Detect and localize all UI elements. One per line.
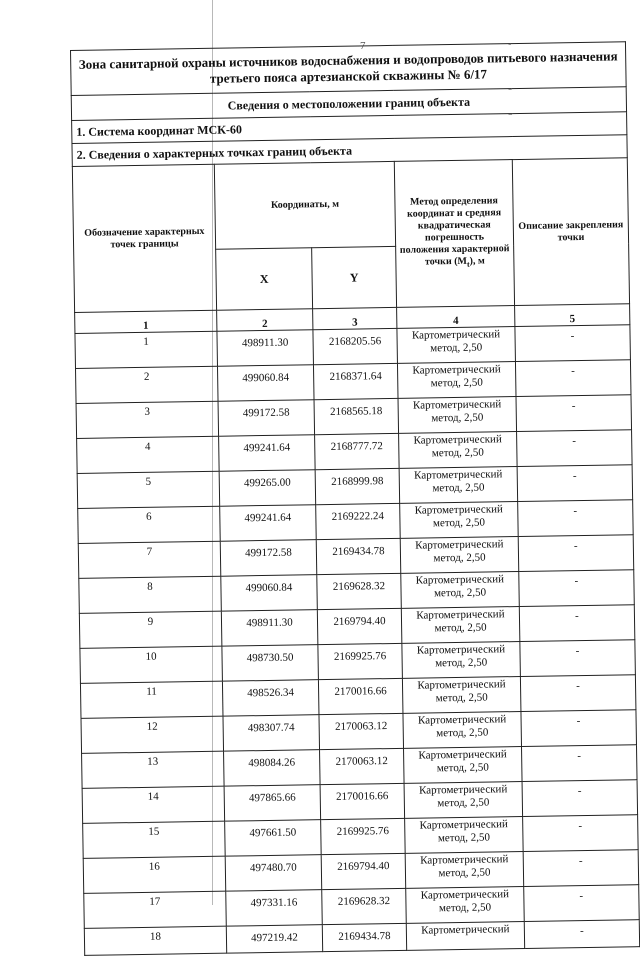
method-line: метод, 2,50 <box>431 411 484 425</box>
header-y: Y <box>312 246 397 308</box>
column-number: 1 <box>75 310 217 333</box>
table-body <box>75 325 640 956</box>
x-coordinate-cell: 497480.70 <box>225 855 322 892</box>
method-line: Картометрический <box>416 643 506 657</box>
method-line: метод, 2,50 <box>438 866 491 880</box>
description-cell: - <box>522 780 638 817</box>
x-coordinate-cell: 498730.50 <box>222 645 319 682</box>
method-line: метод, 2,50 <box>431 446 484 460</box>
y-coordinate-cell: 2170063.12 <box>319 713 404 749</box>
description-cell: - <box>524 920 639 949</box>
method-cell <box>403 711 522 748</box>
x-coordinate-cell: 499172.58 <box>220 540 317 577</box>
point-label-cell: 18 <box>84 926 226 955</box>
method-line: метод, 2,50 <box>430 341 483 355</box>
x-coordinate-cell: 498307.74 <box>223 715 320 752</box>
y-coordinate-cell: 2169434.78 <box>316 538 401 574</box>
coord-system-label: 1. Система координат МСК-60 <box>72 112 627 144</box>
method-line: метод, 2,50 <box>433 586 487 600</box>
x-coordinate-cell: 499060.84 <box>221 575 318 612</box>
description-cell: - <box>520 675 636 712</box>
point-label-cell: 5 <box>77 471 220 508</box>
method-cell <box>404 781 523 818</box>
boundary-points-table <box>70 41 640 956</box>
method-line: метод, 2,50 <box>437 831 491 845</box>
point-label-cell: 16 <box>83 856 226 893</box>
method-line: метод, 2,50 <box>436 726 489 740</box>
method-line: Картометрический <box>414 468 503 482</box>
y-coordinate-cell: 2169222.24 <box>316 503 401 539</box>
point-label-cell: 4 <box>77 436 220 473</box>
method-line: Картометрический <box>414 503 503 517</box>
method-line: Картометрический <box>415 538 504 552</box>
method-cell <box>401 607 520 644</box>
column-number: 5 <box>515 304 630 327</box>
method-line: Картометрический <box>416 608 505 622</box>
points-section-label: 2. Сведения о характерных точках границ объекта <box>72 135 627 167</box>
x-coordinate-cell: 497219.42 <box>226 925 322 954</box>
x-coordinate-cell: 497661.50 <box>225 820 322 857</box>
y-coordinate-cell: 2169794.40 <box>317 608 402 644</box>
method-line: Картометрический <box>420 853 509 867</box>
x-coordinate-cell: 498911.30 <box>221 610 318 647</box>
point-label-cell: 2 <box>76 366 219 403</box>
method-cell <box>402 677 521 714</box>
y-coordinate-cell: 2169925.76 <box>318 643 403 679</box>
method-line: Картометрический <box>418 748 507 762</box>
header-method: Метод определения координат и средняя квадратическая погрешность положения характерной точки $(M_t)$, м <box>394 160 514 308</box>
y-coordinate-cell: 2168777.72 <box>315 433 400 469</box>
description-cell: - <box>524 885 640 922</box>
method-line: Картометрический <box>411 328 501 342</box>
method-cell <box>397 327 516 364</box>
method-cell <box>399 467 518 504</box>
y-coordinate-cell: 2170016.66 <box>318 678 403 714</box>
method-line: метод, 2,50 <box>434 621 487 635</box>
description-cell: - <box>523 815 639 852</box>
y-coordinate-cell: 2170016.66 <box>320 783 405 819</box>
method-cell <box>404 746 523 783</box>
x-coordinate-cell: 498526.34 <box>222 680 319 717</box>
point-label-cell: 17 <box>84 891 227 928</box>
method-line: Картометрический <box>412 363 501 377</box>
x-coordinate-cell: 499241.64 <box>219 435 316 472</box>
document-title: Зона санитарной охраны источников водоснабжения и водопроводов питьевого назначения третьего пояса артезианской скважины № 6/17 <box>71 42 627 96</box>
header-description: Описание закрепления точки <box>512 158 629 306</box>
method-cell <box>399 432 518 469</box>
method-cell <box>405 851 524 888</box>
point-label-cell: 10 <box>80 646 223 683</box>
method-line: метод, 2,50 <box>433 551 486 565</box>
x-coordinate-cell: 497331.16 <box>226 890 323 927</box>
method-cell <box>402 642 521 679</box>
point-label-cell: 1 <box>75 331 218 368</box>
method-cell <box>400 537 519 574</box>
method-line: Картометрический <box>417 713 507 727</box>
y-coordinate-cell: 2168205.56 <box>313 328 398 364</box>
description-cell: - <box>518 535 634 572</box>
method-line: метод, 2,50 <box>432 481 485 495</box>
x-coordinate-cell: 498911.30 <box>217 330 314 367</box>
method-line: метод, 2,50 <box>435 691 488 705</box>
y-coordinate-cell: 2168371.64 <box>313 363 398 399</box>
method-line: метод, 2,50 <box>435 656 488 670</box>
method-cell <box>405 816 524 853</box>
point-label-cell: 11 <box>80 681 223 718</box>
y-coordinate-cell: 2169628.32 <box>322 888 407 924</box>
description-cell: - <box>521 710 637 747</box>
column-number: 2 <box>217 309 313 332</box>
description-cell: - <box>519 605 635 642</box>
method-cell <box>400 502 519 539</box>
y-coordinate-cell: 2168565.18 <box>314 398 399 434</box>
method-cell <box>401 572 520 609</box>
y-coordinate-cell: 2168999.98 <box>315 468 400 504</box>
method-line: Картометрический <box>413 433 502 447</box>
point-label-cell: 14 <box>82 786 225 823</box>
method-cell <box>397 362 516 399</box>
description-cell: - <box>517 430 633 467</box>
method-line: Картометрический <box>421 923 510 937</box>
point-label-cell: 6 <box>78 506 221 543</box>
x-coordinate-cell: 499265.00 <box>219 470 316 507</box>
point-label-cell: 3 <box>76 401 219 438</box>
point-label-cell: 13 <box>82 751 225 788</box>
method-line: Картометрический <box>419 818 508 832</box>
method-cell <box>398 397 517 434</box>
method-line: метод, 2,50 <box>436 761 489 775</box>
description-cell: - <box>519 570 635 607</box>
y-coordinate-cell: 2170063.12 <box>320 748 405 784</box>
method-line: метод, 2,50 <box>438 901 492 915</box>
point-label-cell: 9 <box>79 611 222 648</box>
point-label-cell: 8 <box>79 576 222 613</box>
section-title: Сведения о местоположении границ объекта <box>71 87 626 121</box>
y-coordinate-cell: 2169434.78 <box>322 923 406 951</box>
method-cell <box>406 921 524 950</box>
header-coordinates: Координаты, м <box>214 161 395 249</box>
header-x: X <box>216 248 313 311</box>
method-line: Картометрический <box>417 678 506 692</box>
x-coordinate-cell: 499060.84 <box>217 365 314 402</box>
method-line: Картометрический <box>420 888 510 902</box>
method-line: метод, 2,50 <box>430 376 483 390</box>
point-label-cell: 15 <box>83 821 226 858</box>
y-coordinate-cell: 2169794.40 <box>321 853 406 889</box>
description-cell: - <box>520 640 636 677</box>
method-line: метод, 2,50 <box>437 796 490 810</box>
x-coordinate-cell: 498084.26 <box>224 750 321 787</box>
x-coordinate-cell: 497865.66 <box>224 785 321 822</box>
description-cell: - <box>516 395 632 432</box>
method-line: Картометрический <box>418 783 508 797</box>
point-label-cell: 12 <box>81 716 224 753</box>
header-row-1 <box>72 158 628 252</box>
point-label-cell: 7 <box>78 541 221 578</box>
column-number: 3 <box>313 307 397 329</box>
page-number: 7 <box>360 40 366 52</box>
description-cell: - <box>517 465 633 502</box>
description-cell: - <box>515 325 631 362</box>
x-coordinate-cell: 499172.58 <box>218 400 315 437</box>
method-line: Картометрический <box>415 573 505 587</box>
description-cell: - <box>523 850 639 887</box>
method-line: Картометрический <box>412 398 502 412</box>
y-coordinate-cell: 2169925.76 <box>321 818 406 854</box>
x-coordinate-cell: 499241.64 <box>220 505 317 542</box>
column-number: 4 <box>397 306 515 329</box>
header-point-label: Обозначение характерных точек границы <box>72 164 216 312</box>
description-cell: - <box>515 360 631 397</box>
description-cell: - <box>521 745 637 782</box>
method-line: метод, 2,50 <box>432 516 486 530</box>
description-cell: - <box>518 500 634 537</box>
y-coordinate-cell: 2169628.32 <box>317 573 402 609</box>
document-sheet <box>70 41 639 956</box>
